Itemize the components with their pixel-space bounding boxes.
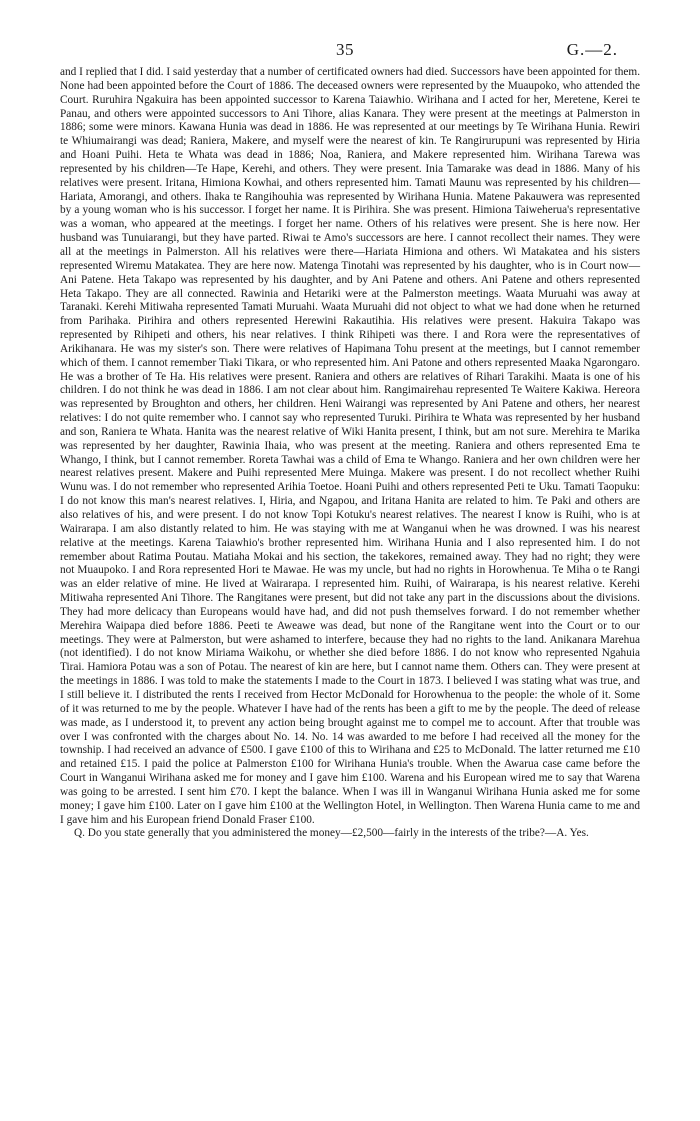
page-number: 35 <box>336 40 354 59</box>
paragraph-question-answer: Q. Do you state generally that you administered the money—£2,500—fairly in the interests of the tribe?—A. Yes. <box>74 827 589 840</box>
document-reference: G.—2. <box>566 40 618 59</box>
body-text <box>60 66 640 841</box>
paragraph-testimony: and I replied that I did. I said yesterday that a number of certificated owners had died. Successors have been appointed for them. None had been appointed before the Court of 1886. The deceased owners were represented by the Muaupoko, who attended the Court. Ruruhira Ngakuira has been appointed successor to Karena Taiawhio. Wirihana and I acted for her, Meretene, Kerei te Panau, and others were appointed successors to Ani Tihore, alias Kanara. They were present at the meetings at Palmerston in 1886; some were minors. Kawana Hunia was dead in 1886. He was represented at our meetings by Te Wirihana Hunia. Rewiri te Whiumairangi was dead; Raniera, Makere, and myself were the nearest of kin. Te Rangirurupuni was represented by Hiria and Hoani Puihi. Heta te Whata was dead in 1886; Noa, Raniera, and Makere represented him. Wirihana Tarewa was represented by his children—Te Hape, Kerehi, and others. They were present. Inia Tamarake was dead in 1886. Many of his relatives were present. Iritana, Himiona Kowhai, and others represented him. Tamati Maunu was represented by his children—Hariata, Amorangi, and others. Ihaka te Rangihouhia was represented by Wirihana Hunia. Matene Pakauwera was represented by a young woman who is his successor. I forget her name. It is Pirihira. She was present. Himiona Taiweherua's representative was a woman, who appeared at the meetings. I forget her name. Others of his relatives were present. She is here now. Her husband was Tunuiarangi, but they have parted. Riwai te Amo's successors are here. I cannot recollect their names. They were all at the meetings in Palmerston. All his relatives were there—Hariata Himiona and others. Wi Matakatea and his sisters represented Wiremu Matakatea. They are here now. Matenga Tinotahi was represented by his daughter, who is in Court now—Ani Patene. Heta Takapo was represented by his daughter, and by Ani Patene and others. Ani Patene and others represented Heta Takapo. They are all connected. Rawinia and Hetariki were at the Palmerston meetings. Waata Muruahi was away at Taranaki. Kerehi Mitiwaha represented Tamati Muruahi. Waata Muruahi did not object to what we had done when he returned from Parihaka. Pirihira and others represented Herewini Rakautihia. His relatives were present. Hakuira Takapo was represented by Rihipeti and others, his near relatives. I think Rihipeti was there. I and Rora were the representatives of Arikihanara. He was my sister's son. There were relatives of Hapimana Tohu present at the meetings, but I cannot remember which of them. I cannot remember Tiaki Tikara, or who represented him. Ani Patone and others represented Maaka Ngarongaro. He was a brother of Te Ha. His relatives were present. Raniera and others are relatives of Rihari Tarakihi. Maata is one of his children. I do not think he was dead in 1886. I am not clear about him. Rangimairehau represented Te Waitere Kakiwa. Hereora was represented by Broughton and others, her children. Heni Wairangi was represented by Ani Patene and others, her nearest relatives: I do not quite remember who. I cannot say who represented Turuki. Pirihira te Whata was represented by her husband and son, Raniera te Whata. Hanita was the nearest relative of Wiki Hanita present, I think, but am not sure. Merehira te Marika was represented by her daughter, Rawinia Ihaia, who was present at the meeting. Raniera and others represented Ema te Whango, I think, but I cannot remember. Roreta Tawhai was a child of Ema te Whango. Raniera and her own children were her nearest relatives present. Makere and Puihi represented Mere Muinga. Makere was present. I do not recollect whether Ruihi Wunu was. I do not remember who represented Arihia Toetoe. Hoani Puihi and others represented Peti te Uku. Tamati Taopuku: I do not know this man's nearest relatives. I, Hiria, and Ngapou, and Iritana Hanita are related to him. Te Paki and others are also relatives of his, and were present. I do not know Topi Kotuku's nearest relatives. The nearest I know is Ruihi, who is at Wairarapa. I am also distantly related to him. He was staying with me at Wanganui when he was drowned. I was his nearest relative at the meetings. Karena Taiawhio's brother represented him. Wirihana Hunia and I also represented him. I do not remember about Ratima Poutau. Matiaha Mokai and his section, the takekores, remained away. They had no right; they were not Muaupoko. I and Rora represented Hori te Mawae. He was my uncle, but had no rights in Horowhenua. Te Miha o te Rangi was an elder relative of mine. He lived at Wairarapa. I represented him. Ruihi, of Wairarapa, is his nearest relative. Kerehi Mitiwaha represented Ani Tihore. The Rangitanes were present, but did not take any part in the discussions about the divisions. They had more delicacy than Europeans would have had, and did not push themselves forward. I do not remember whether Merehira Waipapa died before 1886. Peeti te Aweawe was dead, but none of the Rangitane went into the Court or to our meetings. They were at Palmerston, but were ashamed to interfere, because they had no rights to the land. Anikanara Marehua (not identified). I do not know Miriama Waikohu, or whether she died before 1886. I do not know who represented Ngahuia Tirai. Hamiora Potau was a son of Potau. The nearest of kin are here, but I cannot name them. Others can. They were present at the meetings in 1886. I was told to make the statements I made to the Court in 1873. I believed I was stating what was true, and I still believe it. I distributed the rents I received from Hector McDonald for Horowhenua to the people: the whole of it. Some of it was returned to me by the people. Whatever I have had of the rents has been a gift to me by the people. The deed of release was made, as I understood it, to prevent any action being brought against me to compel me to account. After that trouble was over I was confronted with the charges about No. 14. No. 14 was awarded to me before I had received all the money for the township. I had received an advance of £500. I gave £100 of this to Wirihana and £25 to McDonald. The latter returned me £10 and retained £15. I paid the police at Palmerston £100 for Wirihana Hunia's trouble. When the Awarua case came before the Court in Wanganui Wirihana asked me for money and I gave him £100. Warena and his European wired me to say that Warena was going to be arrested. I sent him £70. I kept the balance. When I was ill in Wanganui Wirihana Hunia asked me for some money; I gave him £100. Later on I gave him £100 at the Wellington Hotel, in Wellington. Then Warena Hunia came to me and I gave him and his European friend Donald Fraser £100. <box>60 66 641 826</box>
